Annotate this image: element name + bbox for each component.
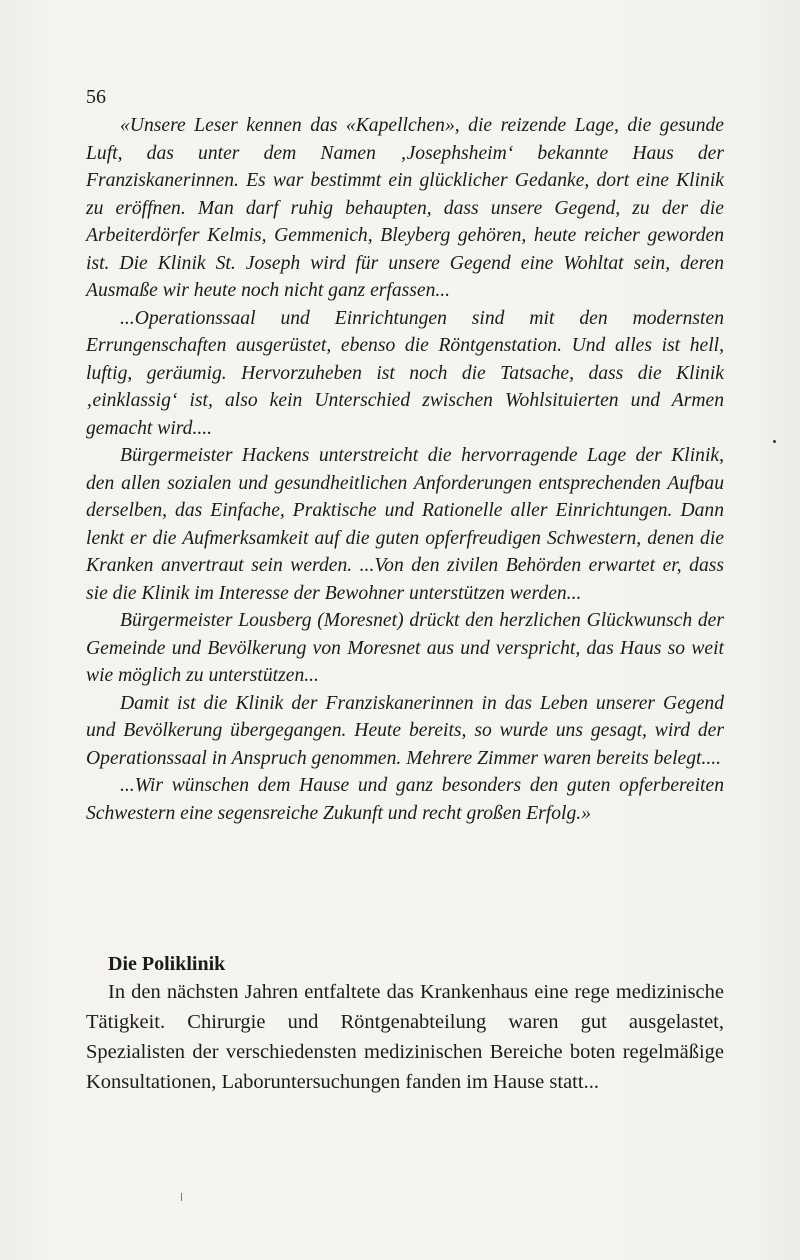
quote-paragraph: Bürgermeister Lousberg (Moresnet) drückt den herzlichen Glückwunsch der Gemeinde und Bevölkerung von Moresnet aus und verspricht, das Haus so weit wie möglich zu unterstützen... <box>86 610 724 686</box>
section-body <box>86 977 724 1097</box>
quote-paragraph: ...Operationssaal und Einrichtungen sind mit den modernsten Errungenschaften ausgerüstet, ebenso die Röntgenstation. Und alles ist hell, luftig, geräumig. Hervorzuheben ist noch die Tatsache, dass die Klinik ‚einklassig‘ ist, also kein Unterschied zwischen Wohlsituierten und Armen gemacht wird.... <box>86 307 724 439</box>
quote-paragraph: «Unsere Leser kennen das «Kapellchen», die reizende Lage, die gesunde Luft, das unter dem Namen ‚Josephsheim‘ bekannte Haus der Franziskanerinnen. Es war bestimmt ein glücklicher Gedanke, dort eine Klinik zu eröffnen. Man darf ruhig behaupten, dass unsere Gegend, zu der die Arbeiterdörfer Kelmis, Gemmenich, Bleyberg gehören, heute reicher geworden ist. Die Klinik St. Joseph wird für unsere Gegend eine Wohltat sein, deren Ausmaße wir heute noch nicht ganz erfassen... <box>86 115 724 301</box>
newspaper-quote <box>86 112 724 827</box>
section-heading: Die Poliklinik <box>108 953 226 975</box>
print-mark <box>181 1193 182 1201</box>
quote-paragraph: Damit ist die Klinik der Franziskanerinnen in das Leben unserer Gegend und Bevölkerung übergegangen. Heute bereits, so wurde uns gesagt, wird der Operationssaal in Anspruch genommen. Mehrere Zimmer waren bereits belegt.... <box>86 692 724 769</box>
page-number: 56 <box>86 86 106 108</box>
quote-paragraph: ...Wir wünschen dem Hause und ganz besonders den guten opferbereiten Schwestern eine segensreiche Zukunft und recht großen Erfolg.» <box>86 775 724 824</box>
body-paragraph: In den nächsten Jahren entfaltete das Krankenhaus eine rege medizinische Tätigkeit. Chirurgie und Röntgenabteilung waren gut ausgelastet, Spezialisten der verschiedensten medizinischen Bereiche boten regelmäßige Konsultationen, Laboruntersuchungen fanden im Hause statt... <box>86 981 724 1093</box>
print-speck <box>773 440 776 443</box>
quote-paragraph: Bürgermeister Hackens unterstreicht die hervorragende Lage der Klinik, den allen sozialen und gesundheitlichen Anforderungen entsprechenden Aufbau derselben, das Einfache, Praktische und Rationelle aller Einrichtungen. Dann lenkt er die Aufmerksamkeit auf die guten opferfreudigen Schwestern, denen die Kranken anvertraut sein werden. ...Von den zivilen Behörden erwartet er, dass sie die Klinik im Interesse der Bewohner unterstützen werden... <box>86 445 724 604</box>
